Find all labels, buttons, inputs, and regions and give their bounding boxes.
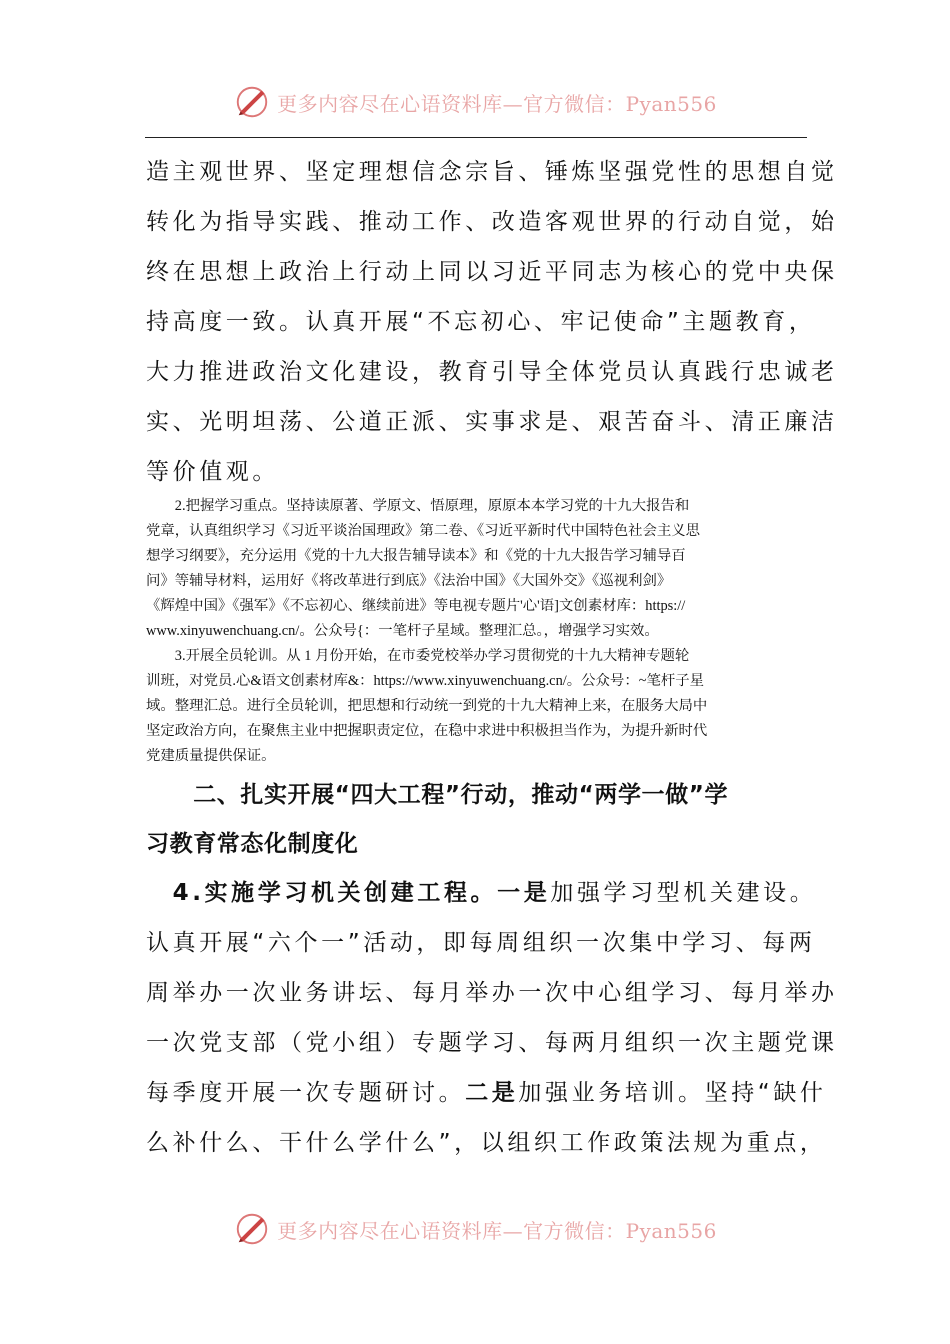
heading-line: 习教育常态化制度化	[146, 831, 359, 857]
bold-lead: 4.实施学习机关创建工程。一是	[146, 880, 551, 906]
text-line: 么补什么、干什么学什么”，以组织工作政策法规为重点，	[146, 1130, 827, 1156]
text-line	[146, 1068, 827, 1118]
header-divider	[145, 137, 807, 138]
text-line: 想学习纲要》，充分运用《党的十九大报告辅导读本》和《党的十九大报告学习辅导百	[146, 548, 686, 564]
text-line: 3.开展全员轮训。从 1 月份开始，在市委党校举办学习贯彻党的十九大精神专题轮	[146, 648, 690, 664]
text-line: 2.把握学习重点。坚持读原著、学原文、悟原理，原原本本学习党的十九大报告和	[146, 498, 690, 514]
pen-logo-icon	[233, 1210, 271, 1248]
text-line: 终在思想上政治上行动上同以习近平同志为核心的党中央保	[146, 259, 838, 285]
text-line: 认真开展“六个一”活动，即每周组织一次集中学习、每两	[146, 930, 816, 956]
pen-logo-icon	[233, 83, 271, 121]
text-line: 大力推进政治文化建设，教育引导全体党员认真践行忠诚老	[146, 359, 838, 385]
text-run: 每季度开展一次专题研讨。	[146, 1080, 466, 1106]
text-line: 《辉煌中国》《强军》《不忘初心、继续前进》等电视专题片'心'语]文创素材库：https://	[146, 598, 686, 614]
footer-banner-text: 更多内容尽在心语资料库—官方微信：Pyan556	[277, 1218, 717, 1243]
text-run: 加强学习型机关建设。	[550, 880, 817, 906]
text-line: 党建质量提供保证。	[146, 748, 276, 764]
heading-line: 二、扎实开展“四大工程”行动，推动“两学一做”学	[146, 782, 729, 808]
text-line: 一次党支部（党小组）专题学习、每两月组织一次主题党课	[146, 1030, 838, 1056]
text-line: 域。整理汇总。进行全员轮训，把思想和行动统一到党的十九大精神上来，在服务大局中	[146, 698, 708, 714]
text-line: 坚定政治方向，在聚焦主业中把握职责定位，在稳中求进中积极担当作为，为提升新时代	[146, 723, 708, 739]
text-run: 加强业务培训。坚持“缺什	[518, 1080, 827, 1106]
text-line: 持高度一致。认真开展“不忘初心、牢记使命”主题教育，	[146, 309, 816, 335]
text-line: 转化为指导实践、推动工作、改造客观世界的行动自觉，始	[146, 209, 838, 235]
bold-lead: 二是	[465, 1080, 519, 1106]
text-line: 党章，认真组织学习《习近平谈治国理政》第二卷、《习近平新时代中国特色社会主义思	[146, 523, 701, 539]
text-line: 实、光明坦荡、公道正派、实事求是、艰苦奋斗、清正廉洁	[146, 409, 838, 435]
text-line: 等价值观。	[146, 459, 279, 485]
text-line: 周举办一次业务讲坛、每月举办一次中心组学习、每月举办	[146, 980, 838, 1006]
text-line: 训班，对党员.心&语文创素材库&：https://www.xinyuwenchuang.cn/。公众号：~笔杆子星	[146, 673, 705, 689]
text-line	[146, 868, 817, 918]
text-line: www.xinyuwenchuang.cn/。公众号{：一笔杆子星域。整理汇总。，增强学习实效。	[146, 623, 659, 639]
header-banner	[0, 80, 950, 124]
header-banner-text: 更多内容尽在心语资料库—官方微信：Pyan556	[277, 91, 717, 116]
text-line: 造主观世界、坚定理想信念宗旨、锤炼坚强党性的思想自觉	[146, 159, 838, 185]
text-line: 问》等辅导材料，运用好《将改革进行到底》《法治中国》《大国外交》《巡视利剑》	[146, 573, 672, 589]
footer-banner	[0, 1207, 950, 1251]
